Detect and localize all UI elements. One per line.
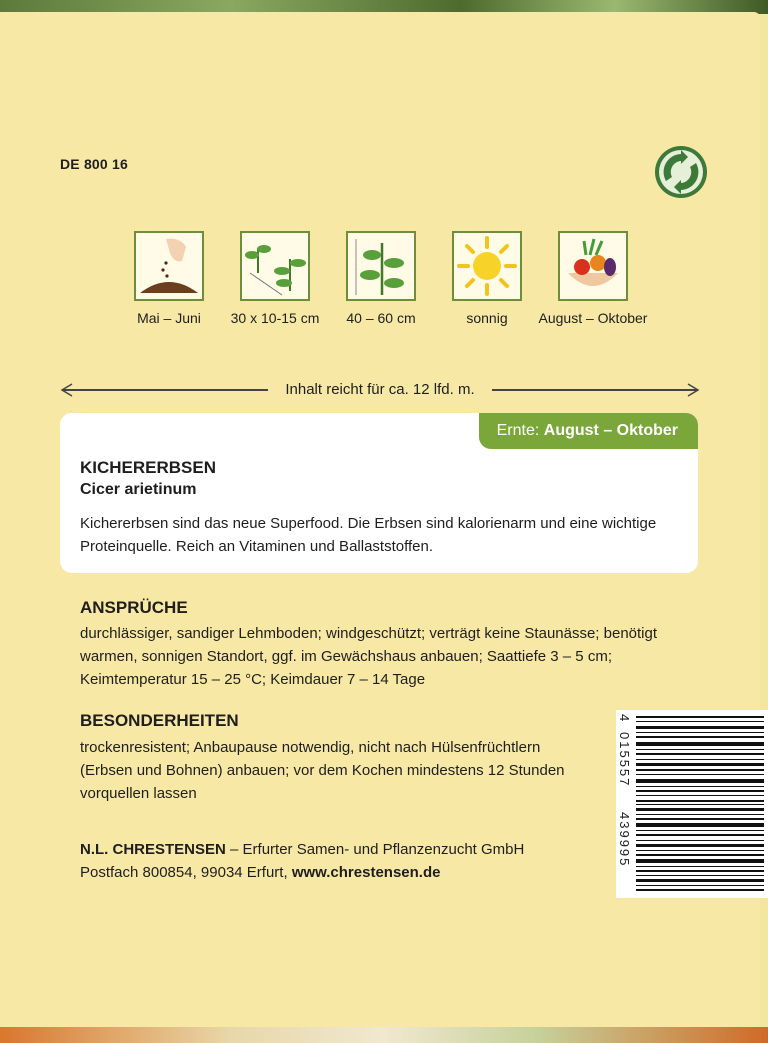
height-label: 40 – 60 cm: [346, 310, 416, 326]
sowing-label: Mai – Juni: [137, 310, 201, 326]
icon-sowing-time: [114, 231, 224, 326]
company-address: Postfach 800854, 99034 Erfurt,: [80, 864, 292, 881]
sowing-icon: [134, 231, 204, 301]
features-text: trockenresistent; Anbaupause notwendig, nicht nach Hülsenfrüchtlern (Erbsen und Bohnen) anbauen; vor dem Kochen mindestens 12 Stunden vorquellen lassen: [80, 739, 565, 802]
green-dot-recycle-icon: [654, 145, 708, 199]
range-line-right: [492, 389, 698, 391]
product-info-card: [60, 413, 698, 573]
barcode-digit-group-2: 439995: [617, 812, 632, 868]
harvest-label: August – Oktober: [538, 310, 648, 326]
harvest-basket-icon: [558, 231, 628, 301]
requirements-heading: ANSPRÜCHE: [80, 598, 188, 617]
icon-spacing: [220, 231, 330, 326]
bottom-photo-strip: [0, 1027, 768, 1043]
article-code: DE 800 16: [60, 156, 128, 172]
barcode-digit-prefix: 4: [617, 714, 632, 722]
harvest-badge: [479, 413, 698, 449]
icon-height: [326, 231, 436, 326]
arrow-right-icon: [686, 382, 700, 398]
sun-icon: [452, 231, 522, 301]
location-label: sonnig: [466, 310, 508, 326]
company-name: N.L. CHRESTENSEN: [80, 841, 226, 858]
product-description: Kichererbsen sind das neue Superfood. Die Erbsen sind kalorienarm und eine wichtige Proteinquelle. Reich an Vitaminen und Ballaststoffen.: [80, 515, 657, 555]
range-line-left: [62, 389, 268, 391]
height-icon: [346, 231, 416, 301]
icon-location: [432, 231, 542, 326]
harvest-prefix: Ernte:: [496, 422, 540, 439]
product-name: KICHERERBSEN: [80, 458, 217, 477]
product-latin-name: Cicer arietinum: [80, 481, 197, 498]
content-note: Inhalt reicht für ca. 12 lfd. m.: [285, 381, 475, 398]
spacing-label: 30 x 10-15 cm: [230, 310, 320, 326]
barcode-bars: [636, 716, 764, 894]
ean-barcode: [616, 710, 768, 898]
icon-harvest-time: [538, 231, 648, 326]
barcode-digit-group-1: 015557: [617, 732, 632, 788]
features-heading: BESONDERHEITEN: [80, 711, 239, 730]
company-tagline: – Erfurter Samen- und Pflanzenzucht GmbH: [225, 841, 525, 858]
spacing-icon: [240, 231, 310, 301]
company-website: www.chrestensen.de: [291, 864, 441, 881]
company-info: [80, 838, 620, 884]
cultivation-icons: [134, 231, 654, 331]
content-range-indicator: [60, 378, 700, 402]
requirements-text: durchlässiger, sandiger Lehmboden; windgeschützt; verträgt keine Staunässe; benötigt warmen, sonnigen Standort, ggf. im Gewächshaus anbauen; Saattiefe 3 – 5 cm; Keimtemperatur 15 – 25 °C; Keimdauer 7 – 14 Tage: [80, 625, 658, 688]
harvest-period: August – Oktober: [543, 422, 678, 439]
